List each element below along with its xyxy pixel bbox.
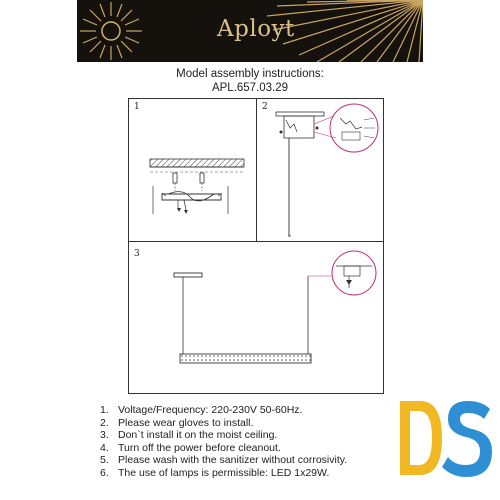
ds-logo-icon [396, 395, 496, 481]
instruction-item: 4. Turn off the power before cleanout. [100, 441, 281, 454]
instruction-item: 2. Please wear gloves to install. [100, 416, 254, 429]
brand-logo-text: Aployt [217, 16, 295, 42]
brand-banner [77, 0, 423, 62]
instruction-item: 6. The use of lamps is permissible: LED 1x29W. [100, 466, 330, 479]
instruction-item: 1. Voltage/Frequency: 220-230V 50-60Hz. [100, 404, 303, 416]
instruction-item: 5. Please wash with the sanitizer without corrosivity. [100, 454, 348, 467]
panel-2-canopy-detail [276, 104, 378, 236]
panel-1-number: 1 [134, 102, 140, 112]
panel-3-suspended-lamp [174, 251, 376, 363]
panel-1-ceiling-mount [150, 159, 244, 214]
panel-3-number: 3 [134, 249, 140, 259]
document-title: Model assembly instructions: [176, 68, 324, 80]
assembly-diagram [128, 98, 384, 394]
instructions-list [100, 404, 347, 480]
instruction-item: 3. Don`t install it on the moist ceiling. [100, 429, 278, 442]
model-number: APL.657.03.29 [211, 82, 289, 94]
panel-2-number: 2 [262, 102, 268, 112]
